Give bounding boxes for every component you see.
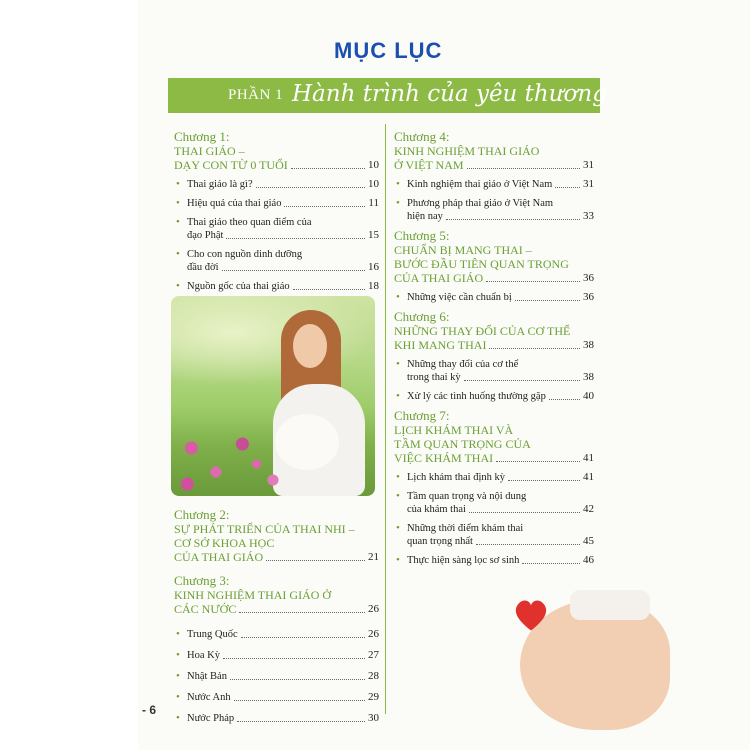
toc-item-text: • Kinh nghiệm thai giáo ở Việt Nam xyxy=(407,179,553,190)
toc-item[interactable] xyxy=(394,554,594,567)
chapter-1[interactable] xyxy=(174,130,379,293)
chapter-title-line: LỊCH KHÁM THAI VÀ xyxy=(394,423,514,437)
leader-dots xyxy=(486,281,580,282)
photo-shirt xyxy=(570,590,650,620)
toc-item[interactable] xyxy=(394,390,594,403)
leader-dots xyxy=(237,721,365,722)
toc-item-page: 26 xyxy=(368,628,379,640)
belly-heart-photo xyxy=(500,590,650,750)
chapter-label: Chương 6: xyxy=(394,309,450,324)
toc-item-page: 31 xyxy=(583,178,594,190)
toc-item-text: • Phương pháp thai giáo ở Việt Nam xyxy=(407,198,554,209)
toc-item-text: • Xử lý các tình huống thường gặp xyxy=(407,391,546,402)
toc-item-text: • Trung Quốc xyxy=(187,629,238,640)
chapter-title-line: CƠ SỞ KHOA HỌC xyxy=(174,536,275,550)
toc-item[interactable] xyxy=(174,712,379,725)
chapter-title xyxy=(174,588,379,616)
leader-dots xyxy=(555,187,580,188)
toc-item-text: • Những việc cần chuẩn bị xyxy=(407,292,512,303)
toc-item-text: • Nước Pháp xyxy=(187,713,235,724)
leader-dots xyxy=(234,700,365,701)
chapter-title-line: KINH NGHIỆM THAI GIÁO Ở xyxy=(174,588,332,602)
toc-item-text: • Tầm quan trọng và nội dung xyxy=(407,491,527,502)
heart-icon xyxy=(512,596,550,634)
chapter-4[interactable] xyxy=(394,130,594,223)
toc-item-text: • Hoa Kỳ xyxy=(187,650,220,661)
chapter-title xyxy=(394,144,594,172)
chapter-items xyxy=(174,628,379,725)
chapter-title-line: KINH NGHIỆM THAI GIÁO xyxy=(394,144,540,158)
toc-item-text: • Nước Anh xyxy=(187,692,231,703)
chapter-label: Chương 2: xyxy=(174,507,230,522)
chapter-title-line: VIỆC KHÁM THAI xyxy=(394,451,494,465)
toc-item[interactable] xyxy=(394,490,594,516)
toc-item[interactable] xyxy=(394,358,594,384)
photo-background-light xyxy=(171,296,375,386)
toc-item-page: 28 xyxy=(368,670,379,682)
toc-item[interactable] xyxy=(174,628,379,641)
toc-item-text: • Những thay đổi của cơ thể xyxy=(407,359,519,370)
leader-dots xyxy=(469,512,580,513)
toc-item-page: 16 xyxy=(368,261,379,273)
toc-item-page: 38 xyxy=(583,371,594,383)
pregnant-woman-photo xyxy=(171,296,375,496)
toc-item-text: • Nhật Bản xyxy=(187,671,227,682)
chapter-title-line: KHI MANG THAI xyxy=(394,338,487,352)
leader-dots xyxy=(464,380,580,381)
toc-item[interactable] xyxy=(174,649,379,662)
toc-item[interactable] xyxy=(174,197,379,210)
toc-item-text: • Những thời điểm khám thai xyxy=(407,523,524,534)
leader-dots xyxy=(223,658,365,659)
toc-item-page: 36 xyxy=(583,291,594,303)
chapter-page: 38 xyxy=(583,339,594,351)
chapter-page: 10 xyxy=(368,159,379,171)
page-number: - 6 xyxy=(142,703,157,717)
photo-flowers xyxy=(171,416,375,496)
chapter-items xyxy=(394,178,594,223)
chapter-title-line: CHUẨN BỊ MANG THAI – xyxy=(394,243,532,257)
toc-item[interactable] xyxy=(394,522,594,548)
chapter-page: 31 xyxy=(583,159,594,171)
chapter-page: 26 xyxy=(368,603,379,615)
toc-item[interactable] xyxy=(174,691,379,704)
part-label: PHẦN 1 xyxy=(228,87,284,103)
toc-item[interactable] xyxy=(394,291,594,304)
chapter-title-line: CỦA THAI GIÁO xyxy=(394,271,484,285)
leader-dots xyxy=(241,637,365,638)
chapter-items xyxy=(174,178,379,293)
toc-item-page: 27 xyxy=(368,649,379,661)
leader-dots xyxy=(467,168,580,169)
chapter-title-line: DẠY CON TỪ 0 TUỔI xyxy=(174,158,288,172)
toc-item-page: 15 xyxy=(368,229,379,241)
leader-dots xyxy=(256,187,365,188)
toc-item-text: • Thực hiện sàng lọc sơ sinh xyxy=(407,555,520,566)
chapter-page: 36 xyxy=(583,272,594,284)
leader-dots xyxy=(522,563,580,564)
toc-item-text: quan trọng nhất xyxy=(407,536,473,547)
toc-item-text: • Thai giáo là gì? xyxy=(187,179,253,190)
toc-item[interactable] xyxy=(174,670,379,683)
toc-item[interactable] xyxy=(394,471,594,484)
leader-dots xyxy=(489,348,580,349)
toc-right-column xyxy=(394,130,594,573)
toc-item-page: 42 xyxy=(583,503,594,515)
chapter-label: Chương 5: xyxy=(394,228,450,243)
toc-item[interactable] xyxy=(174,280,379,293)
chapter-title-line: THAI GIÁO – xyxy=(174,144,245,158)
toc-item-text: • Lịch khám thai định kỳ xyxy=(407,472,505,483)
leader-dots xyxy=(284,206,365,207)
leader-dots xyxy=(266,560,365,561)
chapter-5[interactable] xyxy=(394,229,594,304)
toc-left-column xyxy=(174,130,379,299)
part-title: Hành trình của yêu thương xyxy=(292,81,607,107)
toc-item-text: của khám thai xyxy=(407,504,466,515)
leader-dots xyxy=(515,300,580,301)
toc-item-text: • Nguồn gốc của thai giáo xyxy=(187,281,290,292)
toc-item-page: 41 xyxy=(583,471,594,483)
toc-item-page: 29 xyxy=(368,691,379,703)
toc-item-page: 10 xyxy=(368,178,379,190)
leader-dots xyxy=(239,612,365,613)
toc-item-page: 30 xyxy=(368,712,379,724)
toc-item[interactable] xyxy=(174,216,379,242)
chapter-label: Chương 7: xyxy=(394,408,450,423)
toc-left-column-lower xyxy=(174,508,379,733)
toc-item-page: 46 xyxy=(583,554,594,566)
toc-title: MỤC LỤC xyxy=(334,38,443,63)
photo-face xyxy=(293,324,327,368)
column-divider xyxy=(385,124,386,714)
leader-dots xyxy=(549,399,580,400)
chapter-title-line: CÁC NƯỚC xyxy=(174,602,237,616)
toc-item[interactable] xyxy=(174,248,379,274)
toc-item-text: • Thai giáo theo quan điểm của xyxy=(187,217,312,228)
toc-item-text: hiện nay xyxy=(407,211,443,222)
leader-dots xyxy=(446,219,580,220)
leader-dots xyxy=(476,544,580,545)
toc-item-page: 18 xyxy=(368,280,379,292)
chapter-title xyxy=(174,522,379,564)
toc-item-page: 33 xyxy=(583,210,594,222)
leader-dots xyxy=(293,289,365,290)
toc-item-text: • Cho con nguồn dinh dưỡng xyxy=(187,249,303,260)
toc-item-text: đạo Phật xyxy=(187,230,224,241)
toc-item-page: 11 xyxy=(368,197,379,209)
leader-dots xyxy=(230,679,365,680)
chapter-label: Chương 1: xyxy=(174,129,230,144)
toc-item-text: đầu đời xyxy=(187,262,219,273)
chapter-3[interactable] xyxy=(174,574,379,725)
chapter-title-line: TẦM QUAN TRỌNG CỦA xyxy=(394,437,531,451)
toc-item-page: 45 xyxy=(583,535,594,547)
chapter-title-line: SỰ PHÁT TRIỂN CỦA THAI NHI – xyxy=(174,522,355,536)
toc-item[interactable] xyxy=(394,197,594,223)
leader-dots xyxy=(496,461,580,462)
chapter-items xyxy=(394,291,594,304)
toc-item[interactable] xyxy=(174,178,379,191)
chapter-7[interactable] xyxy=(394,409,594,567)
leader-dots xyxy=(226,238,365,239)
chapter-title xyxy=(394,423,594,465)
chapter-page: 41 xyxy=(583,452,594,464)
chapter-page: 21 xyxy=(368,551,379,563)
toc-item-text: trong thai kỳ xyxy=(407,372,461,383)
leader-dots xyxy=(222,270,365,271)
chapter-title-line: BƯỚC ĐẦU TIÊN QUAN TRỌNG xyxy=(394,257,569,271)
chapter-title-line: NHỮNG THAY ĐỔI CỦA CƠ THỂ xyxy=(394,324,571,338)
chapter-items xyxy=(394,471,594,567)
chapter-title-line: CỦA THAI GIÁO xyxy=(174,550,264,564)
leader-dots xyxy=(508,480,580,481)
chapter-items xyxy=(394,358,594,403)
chapter-title xyxy=(394,324,594,352)
chapter-title xyxy=(394,243,594,285)
toc-item[interactable] xyxy=(394,178,594,191)
toc-item-text: • Hiệu quả của thai giáo xyxy=(187,198,282,209)
toc-item-page: 40 xyxy=(583,390,594,402)
chapter-6[interactable] xyxy=(394,310,594,403)
leader-dots xyxy=(291,168,365,169)
chapter-label: Chương 3: xyxy=(174,573,230,588)
chapter-label: Chương 4: xyxy=(394,129,450,144)
chapter-2[interactable] xyxy=(174,508,379,564)
chapter-title-line: Ở VIỆT NAM xyxy=(394,158,464,172)
chapter-title xyxy=(174,144,379,172)
part-banner xyxy=(168,78,607,113)
